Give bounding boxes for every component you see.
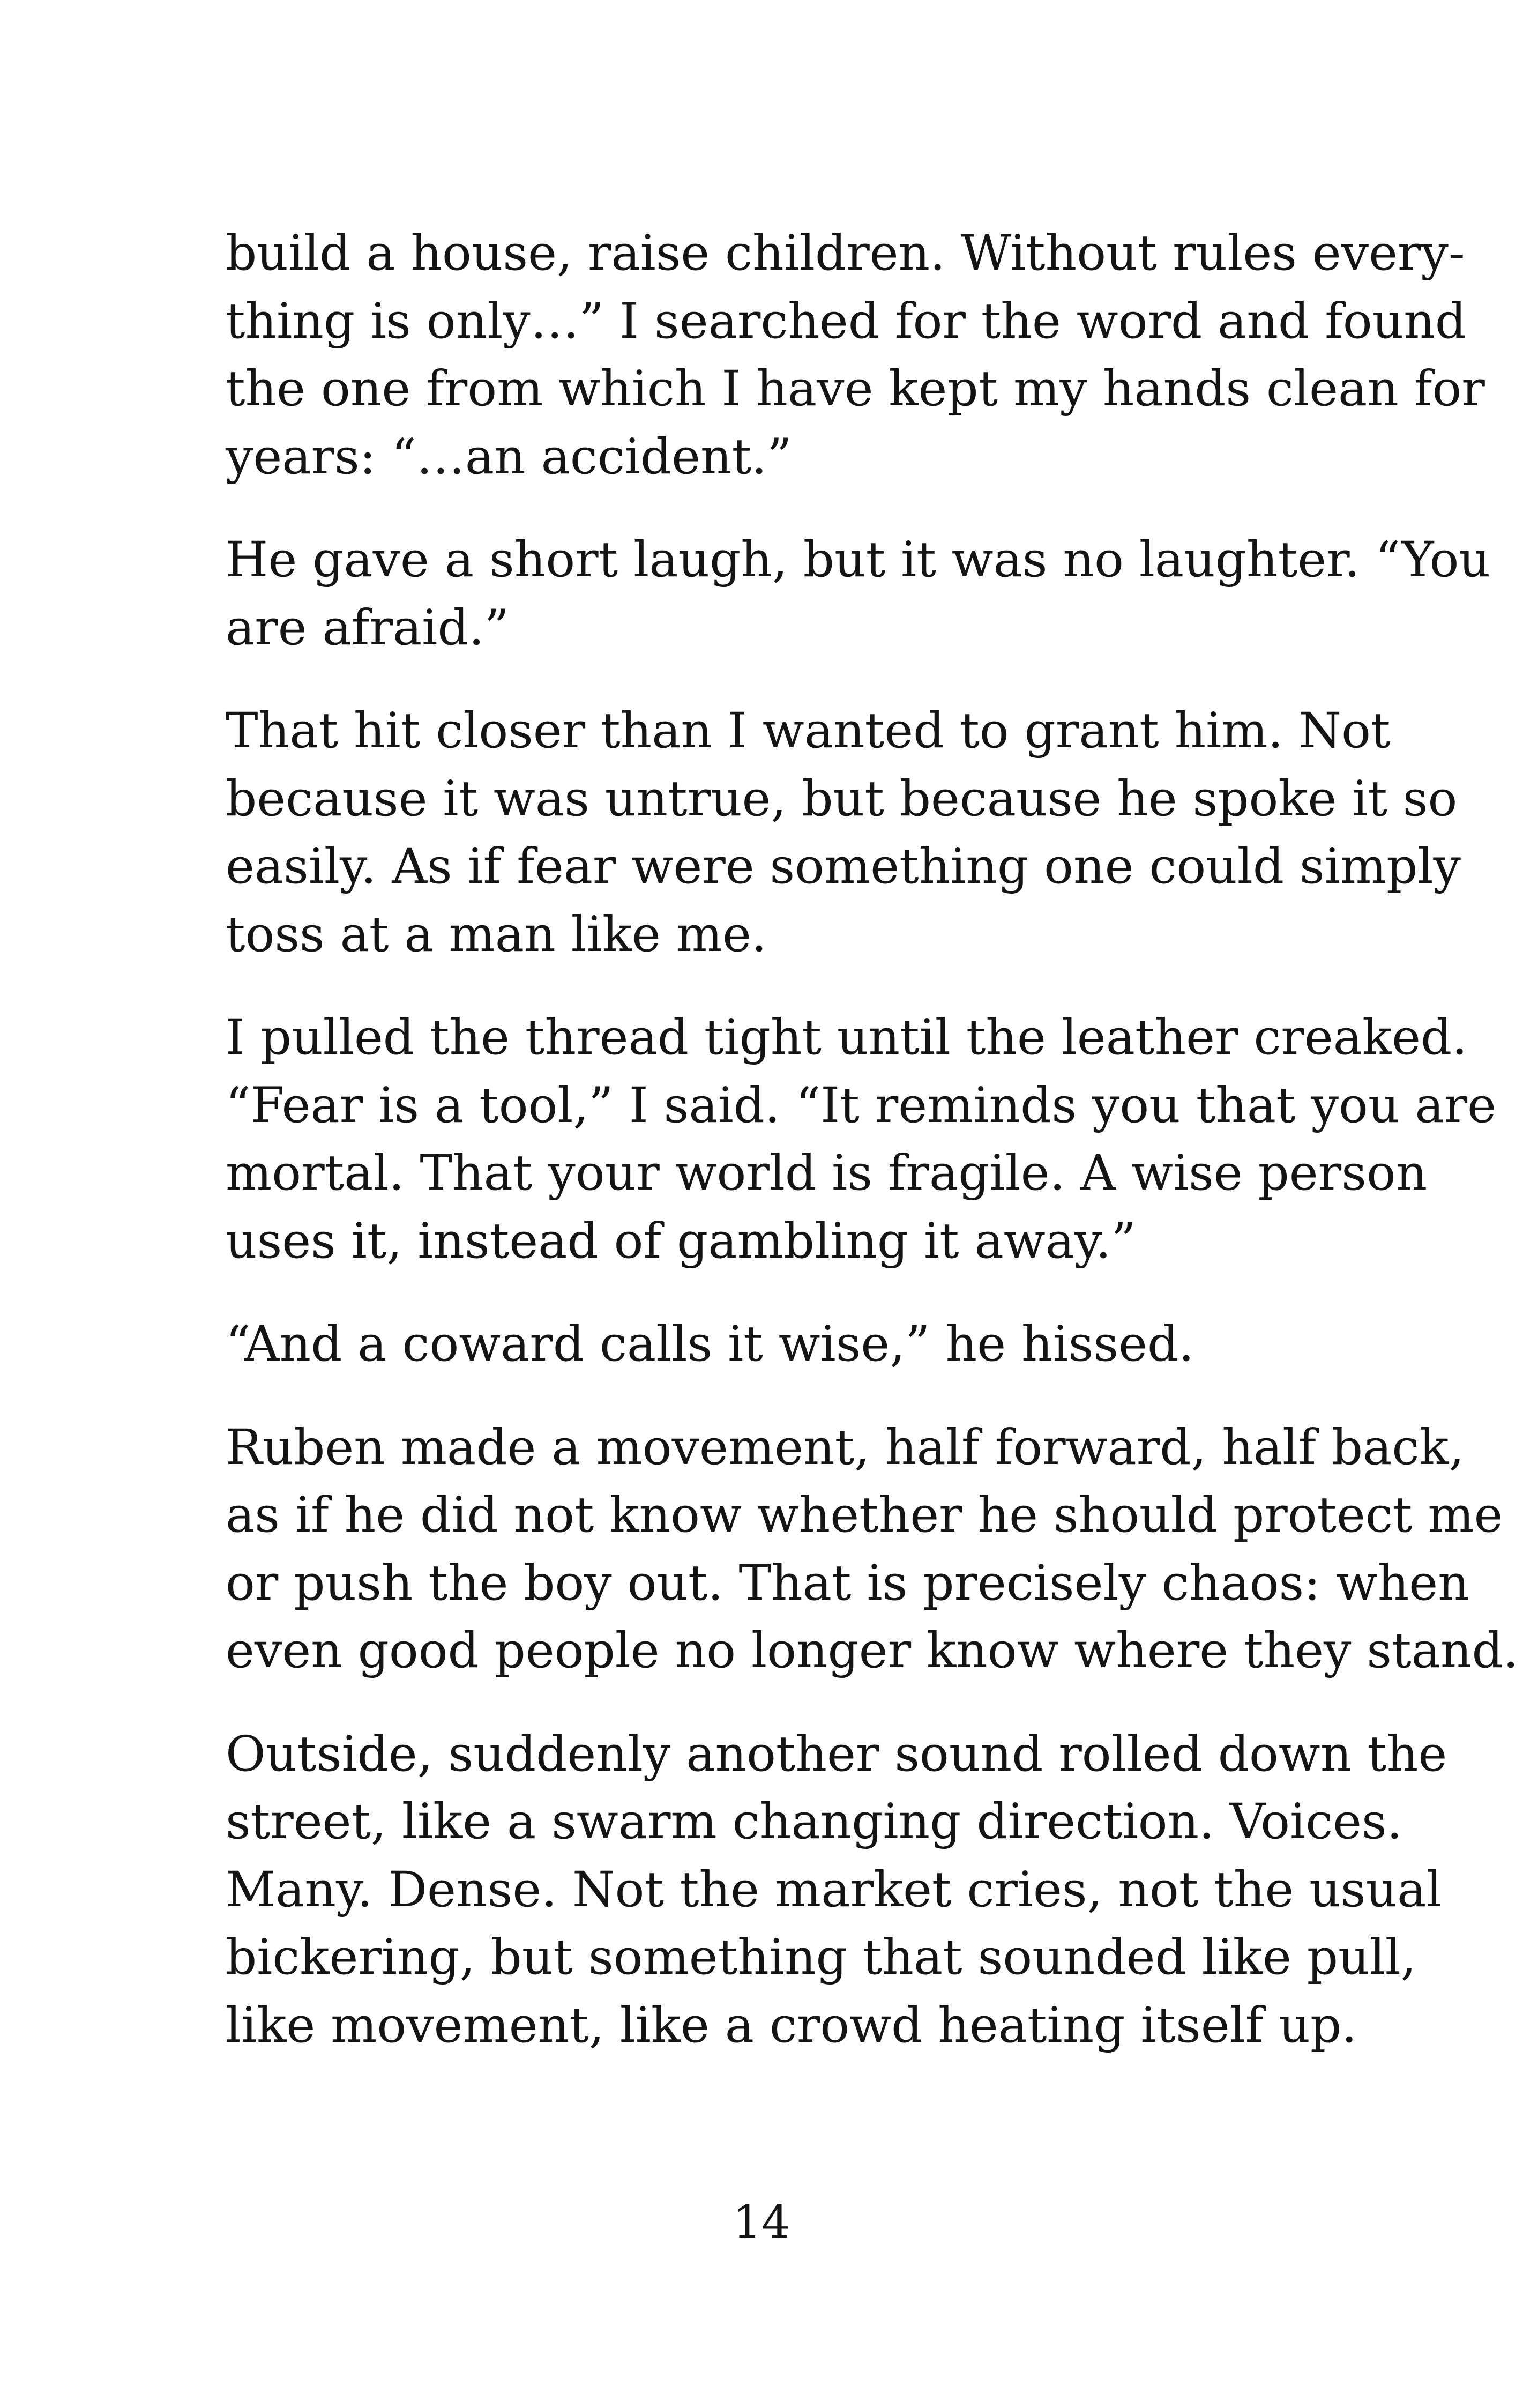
text-line: Many. Dense. Not the market cries, not the usual (226, 1861, 1442, 1918)
paragraph (226, 1721, 1447, 2060)
text-line: easily. As if fear were something one could simply (226, 838, 1461, 895)
text-line: build a house, raise children. Without rules every- (226, 225, 1465, 281)
text-line: even good people no longer know where they stand. (226, 1623, 1519, 1679)
paragraph (226, 1311, 1297, 1379)
page-number: 14 (733, 2196, 790, 2248)
paragraph (226, 697, 1461, 969)
text-line: as if he did not know whether he should protect me (226, 1487, 1503, 1543)
paragraph (226, 1004, 1496, 1275)
text-line: are afraid.” (226, 599, 510, 656)
text-line: “And a coward calls it wise,” he hissed. (226, 1316, 1194, 1372)
paragraph (226, 220, 1485, 491)
text-line: street, like a swarm changing direction. Voices. (226, 1794, 1402, 1850)
text-line: That hit closer than I wanted to grant him. Not (226, 703, 1391, 759)
text-line: the one from which I have kept my hands clean for (226, 361, 1485, 417)
paragraph (226, 526, 1491, 662)
text-line: bickering, but something that sounded like pull, (226, 1929, 1416, 1986)
text-line: mortal. That your world is fragile. A wise person (226, 1145, 1428, 1201)
text-line: or push the boy out. That is precisely chaos: when (226, 1555, 1469, 1611)
paragraph (226, 1414, 1519, 1685)
text-line: He gave a short laugh, but it was no laughter. “You (226, 532, 1491, 588)
text-line: like movement, like a crowd heating itself up. (226, 1997, 1357, 2054)
text-line: because it was untrue, but because he spoke it so (226, 770, 1458, 827)
text-line: toss at a man like me. (226, 906, 767, 963)
text-line: “Fear is a tool,” I said. “It reminds you that you are (226, 1077, 1496, 1134)
text-line: I pulled the thread tight until the leather creaked. (226, 1009, 1468, 1066)
text-line: Outside, suddenly another sound rolled down the (226, 1726, 1447, 1782)
text-line: Ruben made a movement, half forward, half back, (226, 1419, 1465, 1476)
text-line: thing is only…” I searched for the word and found (226, 293, 1467, 350)
body-text (226, 220, 1519, 2095)
text-line: uses it, instead of gambling it away.” (226, 1213, 1136, 1269)
text-line: years: “…an accident.” (226, 428, 792, 485)
